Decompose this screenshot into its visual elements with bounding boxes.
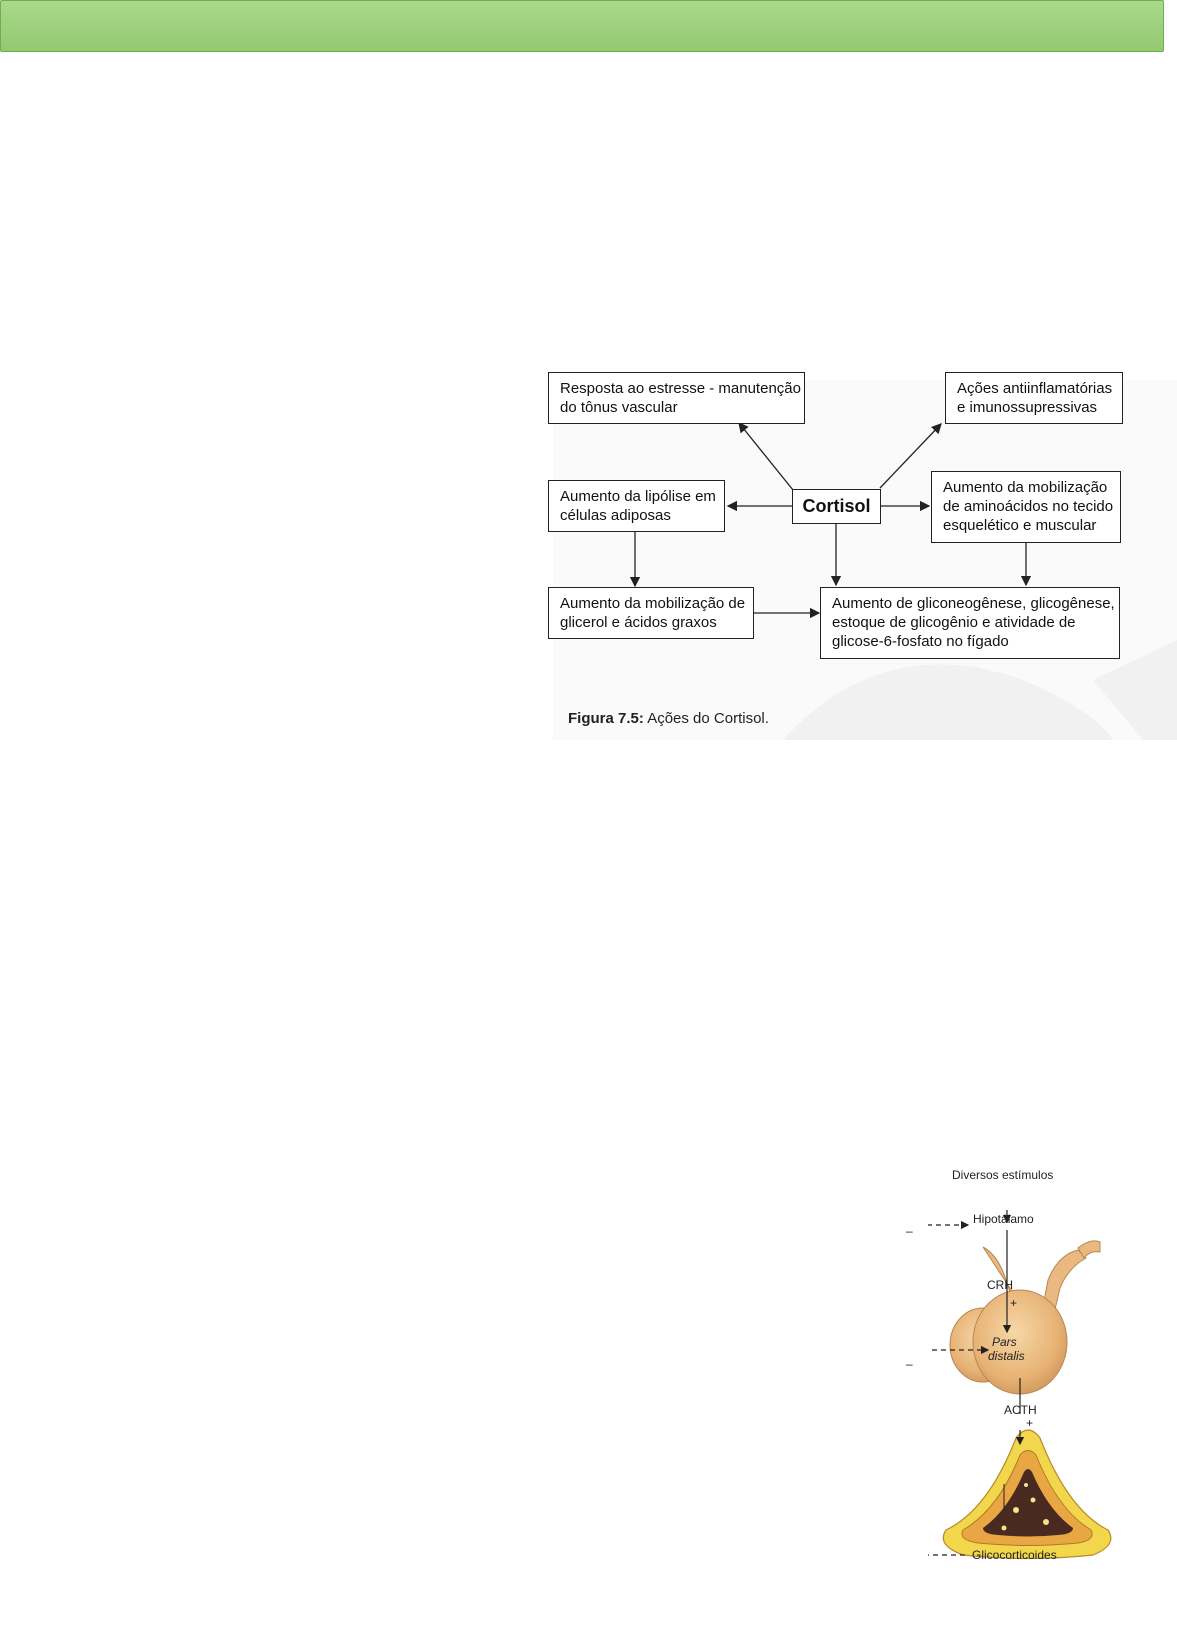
box-text: glicerol e ácidos graxos — [560, 614, 717, 631]
label-plus-1: + — [1010, 1296, 1018, 1310]
box-text: estoque de glicogênio e atividade de — [832, 614, 1076, 631]
caption-text: Ações do Cortisol. — [643, 710, 769, 727]
caption-label: Figura 7.5: — [568, 710, 644, 727]
box-stress-response — [548, 372, 805, 424]
label-plus-2: + — [1026, 1416, 1034, 1430]
box-glycerol-mobilization — [548, 587, 754, 639]
label-stimuli: Diversos estímulos — [952, 1168, 1054, 1182]
box-text: Aumento de gliconeogênese, glicogênese, — [832, 595, 1115, 612]
hpa-axis-drawing — [928, 1210, 1177, 1632]
feedback-to-hypothalamus — [928, 1225, 968, 1555]
box-text: do tônus vascular — [560, 399, 678, 416]
box-text: Ações antiinflamatórias — [957, 380, 1113, 397]
label-pars: Pars — [992, 1335, 1017, 1349]
box-text: Aumento da mobilização de — [560, 595, 746, 612]
cortisol-node: Cortisol — [792, 489, 881, 524]
figure-caption — [568, 710, 769, 727]
label-glucocorticoids: Glicocorticoides — [972, 1548, 1057, 1562]
header-bar — [0, 0, 1164, 52]
arrow-to-stress — [739, 423, 793, 490]
box-text: Aumento da mobilização — [943, 479, 1108, 496]
cortisol-actions-figure — [553, 380, 1177, 740]
label-acth: ACTH — [1004, 1403, 1037, 1417]
box-text: Resposta ao estresse - manutenção — [560, 380, 801, 397]
label-crh: CRH — [987, 1278, 1013, 1292]
box-text: glicose-6-fosfato no fígado — [832, 633, 1009, 650]
box-text: de aminoácidos no tecido — [943, 498, 1114, 515]
box-text: células adiposas — [560, 507, 671, 524]
label-minus-1: – — [906, 1224, 913, 1238]
box-amino-mobilization — [931, 471, 1121, 543]
label-distalis: distalis — [988, 1349, 1025, 1363]
box-text: e imunossupressivas — [957, 399, 1098, 416]
box-gluconeogenesis — [820, 587, 1120, 659]
label-hypothalamus: Hipotálamo — [973, 1212, 1034, 1226]
arrows-layer — [553, 380, 1177, 740]
box-lipolysis — [548, 480, 725, 532]
label-minus-2: – — [906, 1357, 913, 1371]
hpa-axis-diagram — [906, 1168, 1177, 1632]
box-text: Aumento da lipólise em — [560, 488, 716, 505]
box-text: esquelético e muscular — [943, 517, 1097, 534]
box-anti-inflammatory — [945, 372, 1123, 424]
